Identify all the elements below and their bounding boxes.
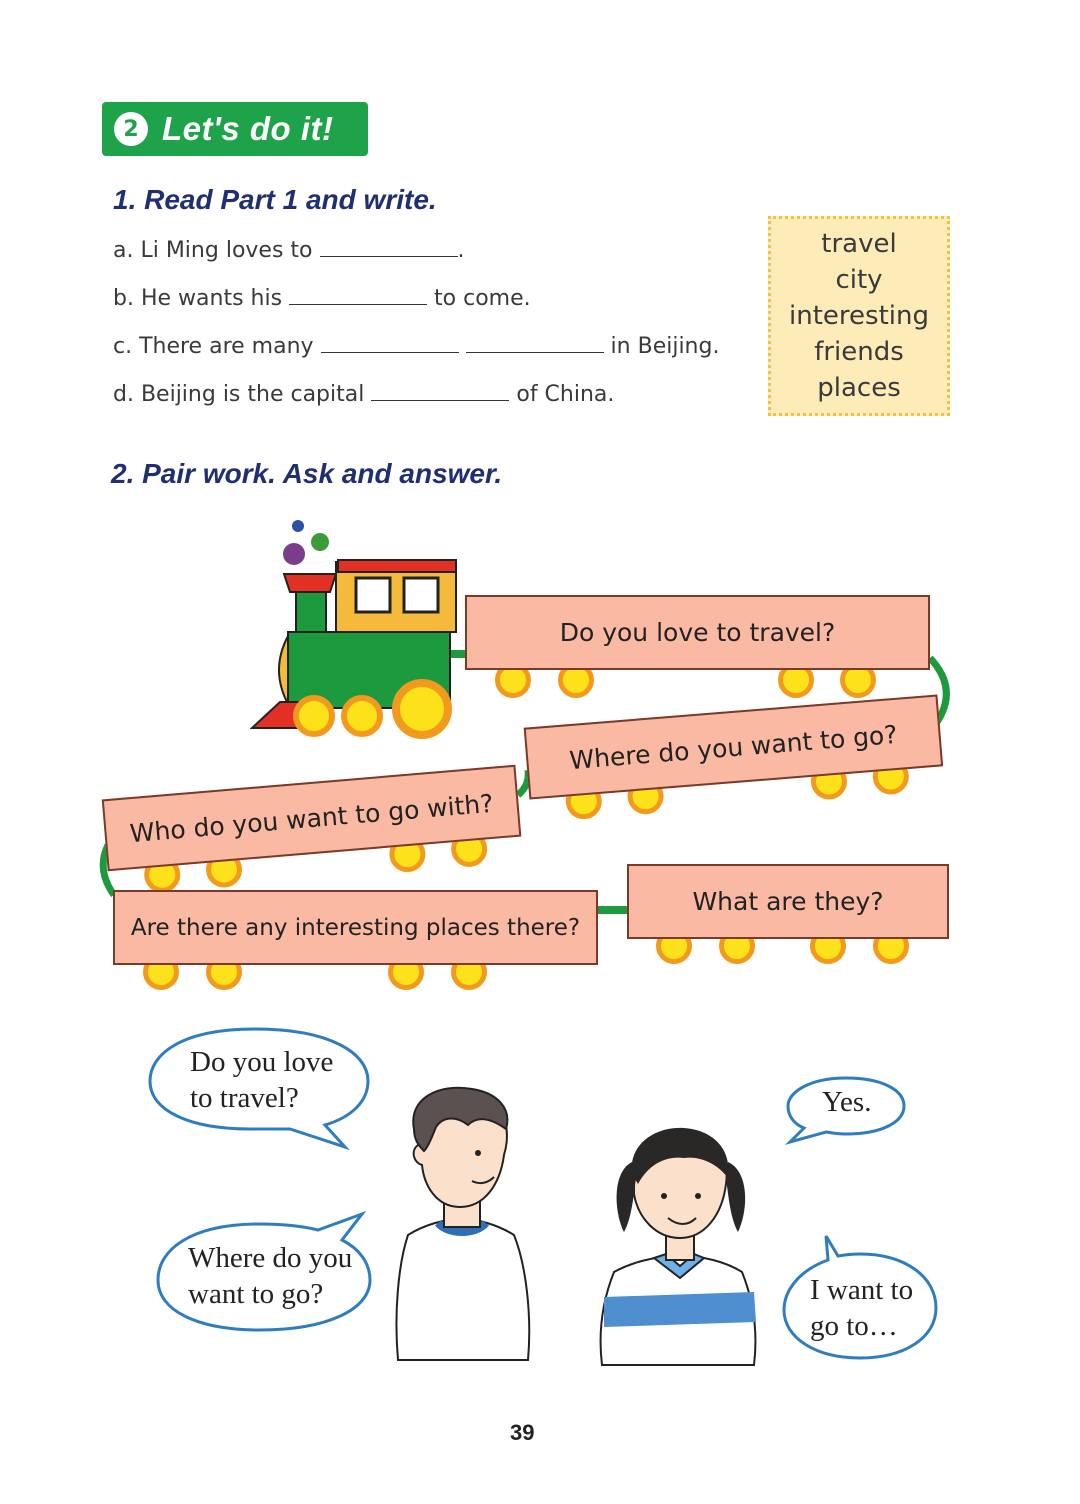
- page-number: 39: [510, 1420, 535, 1445]
- question-text: Who do you want to go with?: [128, 788, 495, 848]
- train-engine-illustration: [250, 516, 465, 744]
- girl-line-1: [822, 1084, 871, 1120]
- boy-illustration: [388, 1085, 538, 1365]
- bubble-line: Do you love: [190, 1046, 334, 1078]
- question-text: Are there any interesting places there?: [130, 914, 581, 941]
- boy-line-1: [190, 1044, 333, 1116]
- item-d-text: d. Beijing is the capital: [113, 382, 365, 407]
- question-text: What are they?: [692, 887, 884, 916]
- item-c-text: c. There are many: [113, 334, 314, 359]
- item-d-end: of China.: [516, 382, 615, 407]
- word-bank-item: friends: [814, 337, 904, 367]
- item-a-end: .: [457, 238, 465, 263]
- boy-line-2: [188, 1240, 352, 1312]
- item-b-text: b. He wants his: [113, 286, 283, 311]
- bubble-line: want to go?: [188, 1278, 324, 1310]
- bubble-line: I want to: [810, 1274, 914, 1306]
- word-bank-item: city: [835, 265, 883, 295]
- word-bank-item: interesting: [789, 301, 929, 331]
- word-bank-item: places: [817, 373, 901, 403]
- question-text: Do you love to travel?: [559, 618, 836, 647]
- train-car-1: [465, 595, 930, 670]
- train-car-5: [627, 864, 949, 939]
- train-car-4: [113, 890, 598, 965]
- question-text: Where do you want to go?: [568, 719, 899, 775]
- item-b-end: to come.: [434, 286, 531, 311]
- section-title: Let's do it!: [162, 110, 334, 147]
- word-bank-item: travel: [821, 229, 897, 259]
- item-a-text: a. Li Ming loves to: [113, 238, 313, 263]
- item-c-end: in Beijing.: [610, 334, 720, 359]
- bubble-line: to travel?: [190, 1082, 299, 1114]
- section-number: 2: [114, 112, 148, 146]
- bubble-line: go to…: [810, 1310, 898, 1342]
- part1-heading: 1. Read Part 1 and write.: [113, 184, 437, 215]
- bubble-line: Where do you: [188, 1242, 353, 1274]
- bubble-line: Yes.: [822, 1086, 872, 1118]
- girl-illustration: [594, 1122, 768, 1367]
- part2-heading: 2. Pair work. Ask and answer.: [111, 458, 503, 489]
- girl-line-2: [810, 1272, 913, 1344]
